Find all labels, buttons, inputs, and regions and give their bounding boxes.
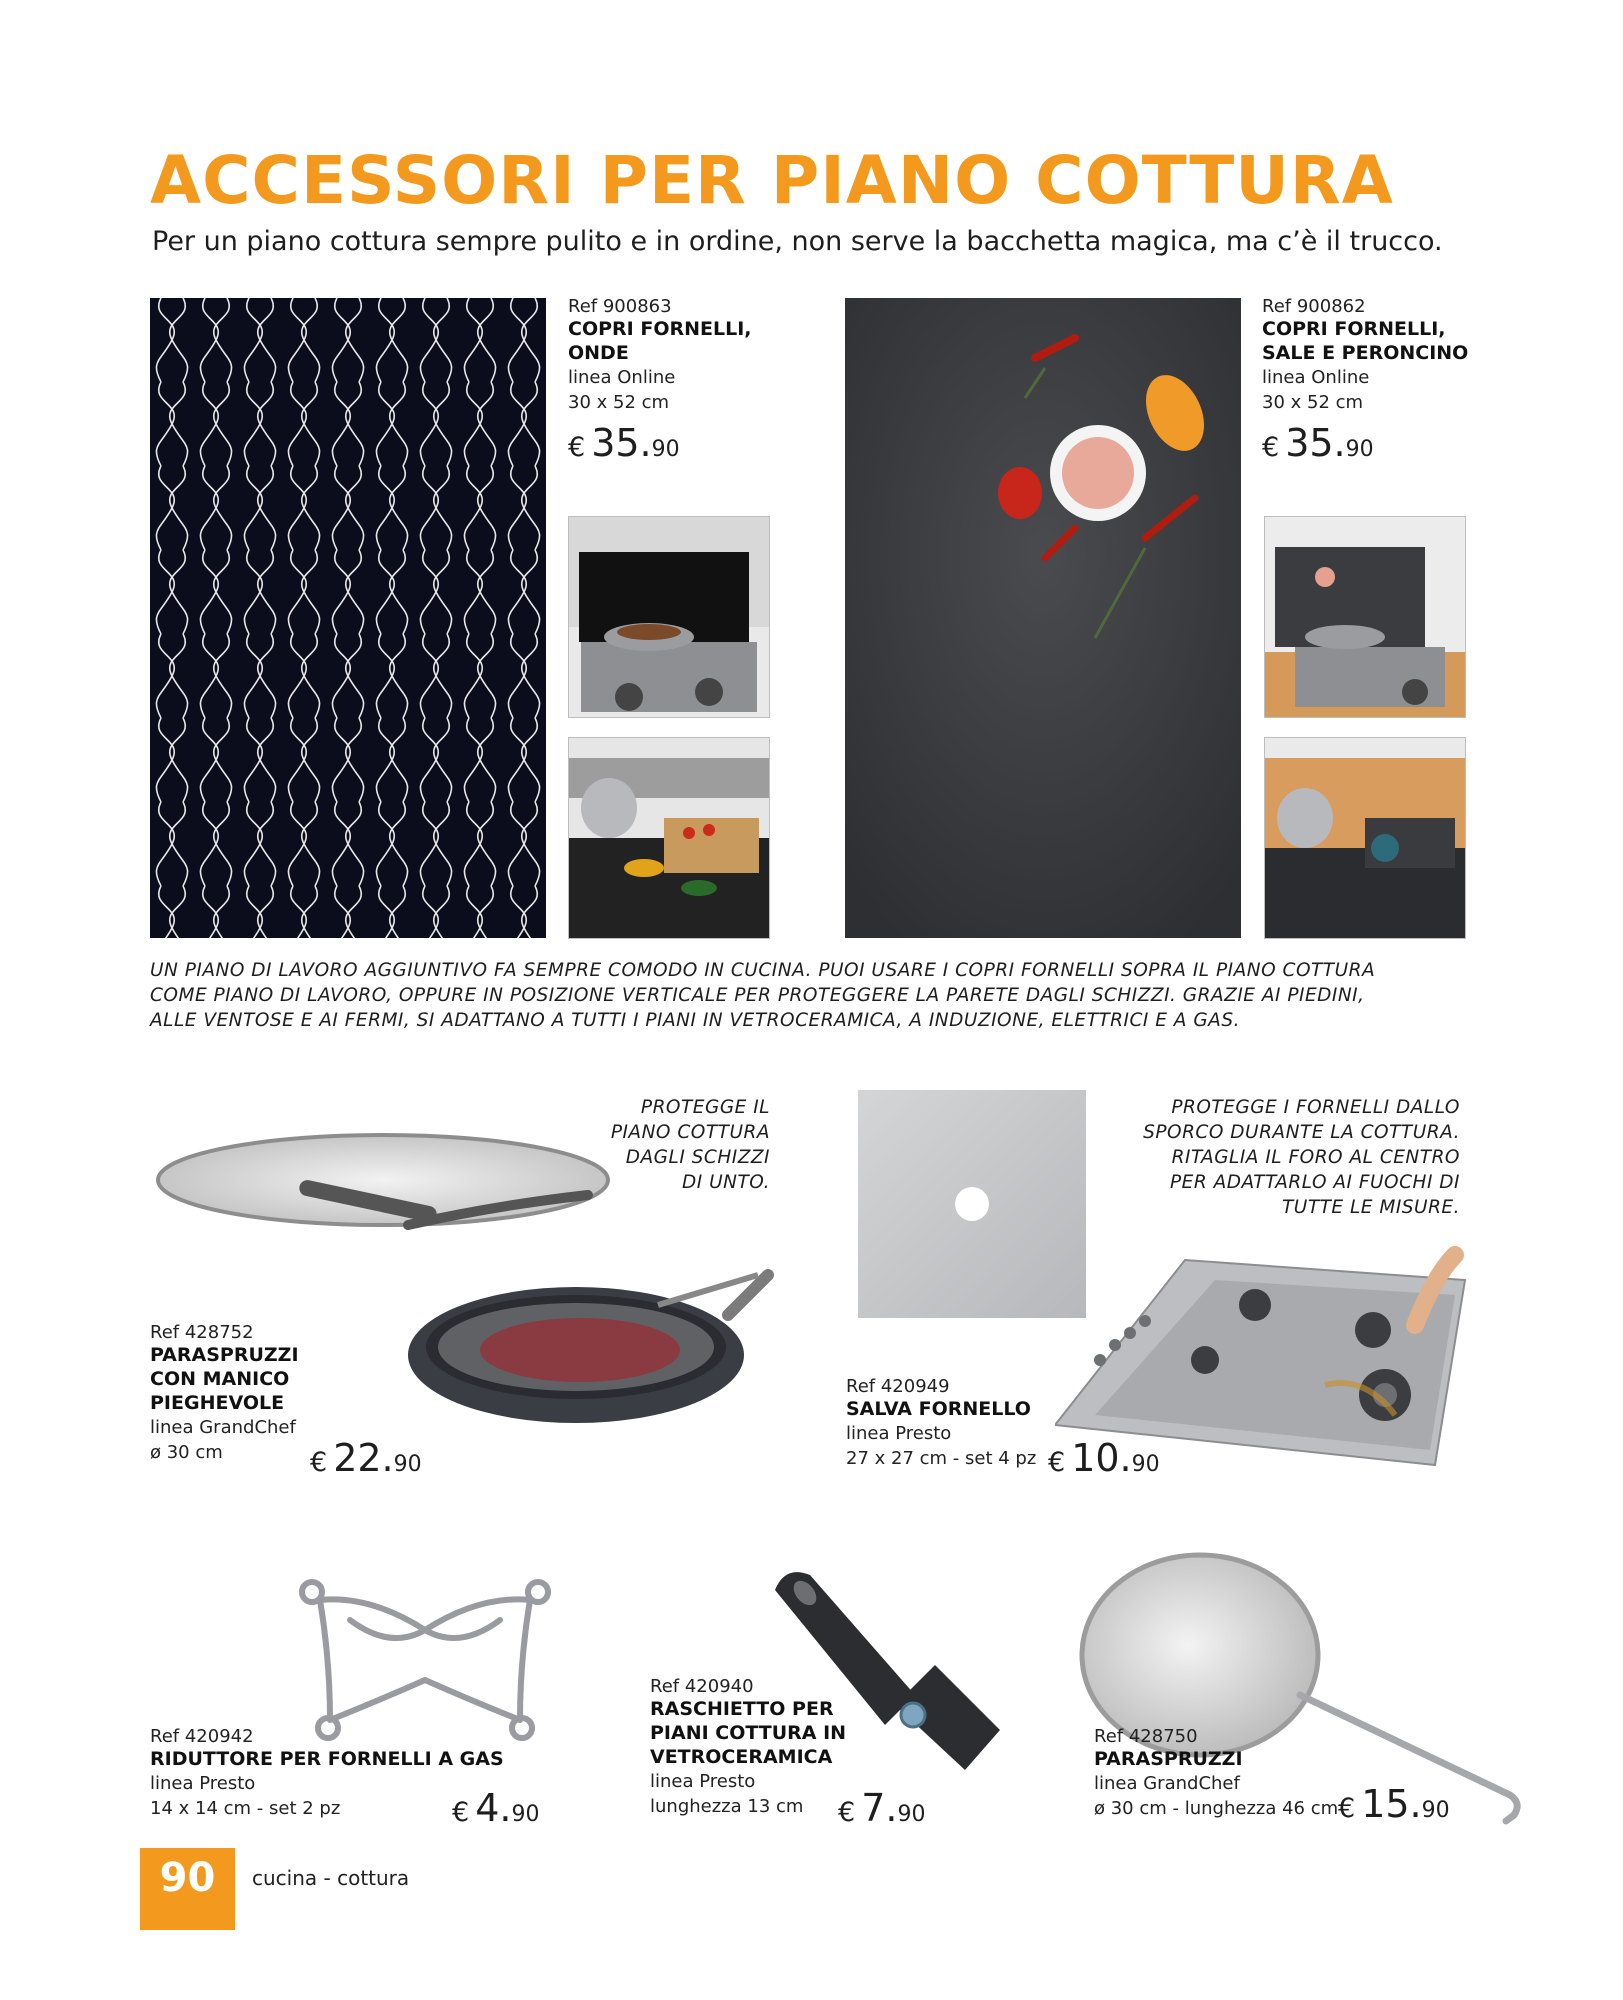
product-name: COPRI FORNELLI, xyxy=(1262,318,1446,340)
product-line: linea Online xyxy=(568,367,676,388)
product-ref: Ref 900862 xyxy=(1262,296,1366,317)
product-ref: Ref 420949 xyxy=(846,1376,950,1397)
photo-stove-pan-onde xyxy=(568,516,770,718)
product-image-onde xyxy=(150,298,546,938)
note-line: DI UNTO. xyxy=(682,1172,770,1193)
product-size: ø 30 cm xyxy=(150,1442,223,1463)
product-ref: Ref 900863 xyxy=(568,296,672,317)
product-image-sale-peroncino xyxy=(845,298,1241,938)
product-name: PIEGHEVOLE xyxy=(150,1392,285,1414)
product-size: ø 30 cm - lunghezza 46 cm xyxy=(1094,1798,1339,1819)
note-line: PROTEGGE I FORNELLI DALLO xyxy=(1171,1097,1460,1118)
product-price xyxy=(1262,421,1468,465)
currency: € xyxy=(452,1797,470,1828)
page-title: ACCESSORI PER PIANO COTTURA xyxy=(150,142,1394,219)
note-line: RITAGLIA IL FORO AL CENTRO xyxy=(1171,1147,1460,1168)
product-price xyxy=(1338,1782,1450,1826)
price-int: 10. xyxy=(1071,1436,1132,1480)
note-line: COME PIANO DI LAVORO, OPPURE IN POSIZIONE VERTICALE PER PROTEGGERE LA PARETE DAGLI SCHIZZI. GRAZIE AI PIEDINI, xyxy=(150,985,1365,1006)
note-line: DAGLI SCHIZZI xyxy=(625,1147,770,1168)
product-size: 30 x 52 cm xyxy=(1262,392,1364,413)
price-int: 7. xyxy=(861,1786,898,1830)
price-dec: 90 xyxy=(1345,437,1374,462)
product-line: linea Presto xyxy=(150,1773,256,1794)
product-ref: Ref 428752 xyxy=(150,1322,254,1343)
product-price xyxy=(1048,1436,1160,1480)
product-name: ONDE xyxy=(568,342,629,364)
product-size: lunghezza 13 cm xyxy=(650,1796,804,1817)
note-line: ALLE VENTOSE E AI FERMI, SI ADATTANO A TUTTI I PIANI IN VETROCERAMICA, A INDUZIONE, ELETTRICI E A GAS. xyxy=(150,1010,1240,1031)
note-line: SPORCO DURANTE LA COTTURA. xyxy=(1143,1122,1460,1143)
product-name: RIDUTTORE PER FORNELLI A GAS xyxy=(150,1748,504,1770)
product-name: VETROCERAMICA xyxy=(650,1746,833,1768)
note-line: PER ADATTARLO AI FUOCHI DI xyxy=(1170,1172,1460,1193)
currency: € xyxy=(1338,1793,1356,1824)
product-size: 30 x 52 cm xyxy=(568,392,670,413)
product-price xyxy=(310,1436,422,1480)
product-name: SALVA FORNELLO xyxy=(846,1398,1031,1420)
page-number-bar xyxy=(140,1910,235,1930)
product-ref: Ref 420940 xyxy=(650,1676,754,1697)
salva-fornello-note xyxy=(1080,1095,1460,1220)
paraspruzzi-note xyxy=(560,1095,770,1195)
price-int: 15. xyxy=(1361,1782,1422,1826)
photo-worktop-sale xyxy=(1264,737,1466,939)
note-line: PIANO COTTURA xyxy=(610,1122,770,1143)
price-int: 35. xyxy=(591,421,652,465)
price-dec: 90 xyxy=(511,1802,540,1827)
price-dec: 90 xyxy=(1131,1452,1160,1477)
page-number: 90 xyxy=(140,1848,235,1930)
price-int: 22. xyxy=(333,1436,394,1480)
product-name: PARASPRUZZI xyxy=(1094,1748,1243,1770)
product-line: linea Online xyxy=(1262,367,1370,388)
price-int: 4. xyxy=(475,1786,512,1830)
product-name: COPRI FORNELLI, xyxy=(568,318,752,340)
note-line: TUTTE LE MISURE. xyxy=(1281,1197,1460,1218)
currency: € xyxy=(838,1797,856,1828)
price-dec: 90 xyxy=(1421,1798,1450,1823)
product-name: RASCHIETTO PER xyxy=(650,1698,834,1720)
price-dec: 90 xyxy=(897,1802,926,1827)
product-line: linea Presto xyxy=(846,1423,952,1444)
copri-fornelli-note xyxy=(150,958,1480,1033)
product-name: SALE E PERONCINO xyxy=(1262,342,1469,364)
product-ref: Ref 428750 xyxy=(1094,1726,1198,1747)
price-int: 35. xyxy=(1285,421,1346,465)
section-label: cucina - cottura xyxy=(252,1866,410,1890)
photo-stove-pan-sale xyxy=(1264,516,1466,718)
photo-worktop-onde xyxy=(568,737,770,939)
price-dec: 90 xyxy=(651,437,680,462)
product-line: linea GrandChef xyxy=(150,1417,296,1438)
currency: € xyxy=(310,1447,328,1478)
product-size: 27 x 27 cm - set 4 pz xyxy=(846,1448,1037,1469)
product-price xyxy=(838,1786,925,1830)
currency: € xyxy=(568,432,586,463)
product-name: PARASPRUZZI xyxy=(150,1344,299,1366)
product-name: PIANI COTTURA IN xyxy=(650,1722,847,1744)
currency: € xyxy=(1262,432,1280,463)
note-line: PROTEGGE IL xyxy=(640,1097,770,1118)
product-ref: Ref 420942 xyxy=(150,1726,254,1747)
price-dec: 90 xyxy=(393,1452,422,1477)
product-price xyxy=(452,1786,539,1830)
product-name: CON MANICO xyxy=(150,1368,290,1390)
product-size: 14 x 14 cm - set 2 pz xyxy=(150,1798,341,1819)
product-line: linea GrandChef xyxy=(1094,1773,1240,1794)
currency: € xyxy=(1048,1447,1066,1478)
product-image-salva-fornello xyxy=(858,1090,1086,1318)
product-price xyxy=(568,421,751,465)
page-subtitle: Per un piano cottura sempre pulito e in ordine, non serve la bacchetta magica, ma c’è il trucco. xyxy=(152,226,1443,257)
note-line: UN PIANO DI LAVORO AGGIUNTIVO FA SEMPRE COMODO IN CUCINA. PUOI USARE I COPRI FORNELLI SOPRA IL PIANO COTTURA xyxy=(150,960,1376,981)
product-line: linea Presto xyxy=(650,1771,756,1792)
